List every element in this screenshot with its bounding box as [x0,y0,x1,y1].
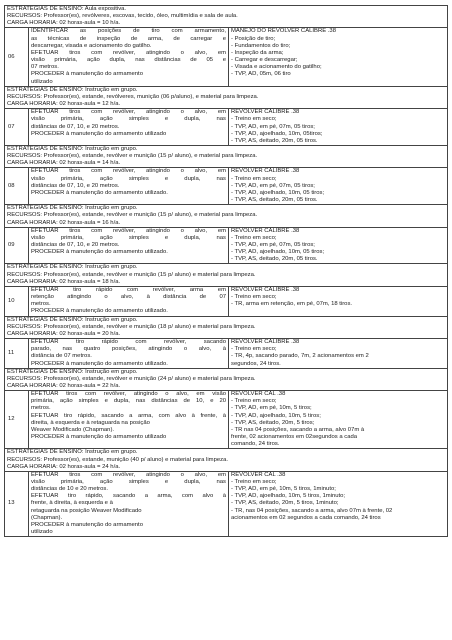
table-row [5,286,448,316]
content-cell [229,227,448,264]
content-line: - TVP, AD, ajoelhado, 10m, 05tiros; [231,130,323,137]
objective-line: EFETUAR tiros com revólver, atingindo o alvo, em [31,227,226,234]
header-line: ESTRATÉGIAS DE ENSINO: Instrução em grupo. [7,264,138,271]
content-line: - TVP, AD, ajoelhado, 10m, 05 tiros; [231,249,325,256]
session-number: 09 [5,227,29,264]
objective-line: distâncias de 10 e 20 metros. [31,486,108,493]
table-row [5,471,448,536]
objective-line: visão primária, ação simples e dupla, nas [31,234,226,241]
header-line: ESTRATÉGIAS DE ENSINO: Instrução em grupo. [7,368,138,375]
objective-line: visão primária, ação simples e dupla, nas [31,116,226,123]
header-line: ESTRATÉGIAS DE ENSINO: Aula expositiva. [7,6,127,12]
objectives-cell [29,168,229,205]
session-number: 13 [5,471,29,536]
objective-line: PROCEDER à manutenção do armamento utilizado. [31,189,168,196]
header-line: RECURSOS: Professor(es), estande, revólver e munição (15 p/ aluno) e material para limpeza. [7,271,256,278]
session-header [5,368,448,390]
content-line: REVÓLVER CALIBRE .38 [231,286,300,293]
content-line: - Treino em seco; [231,175,277,182]
content-line: - Treino em seco; [231,234,277,241]
objective-line: PROCEDER à manutenção do armamento utilizado [31,130,167,137]
objective-line: visão primária, ação dupla, nas distâncias de 05 e [31,57,226,64]
content-line: - TVP, AD, ajoelhado, 10m, 05 tiros; [231,189,325,196]
content-line: acionamentos em 02 segundos a cada comando, 24 tiros [231,514,381,521]
objective-line: EFETUAR tiro rápido, sacando a arma, com alvo à [31,493,226,500]
objective-line: metros. [31,301,51,308]
content-line: - TVP, AD, ajoelhado, 10m, 5 tiros; [231,412,321,419]
objective-line: frente, à direita, à esquerda e à [31,500,113,507]
content-line: REVÓLVER CAL .38 [231,391,286,398]
session-header [5,86,448,108]
session-header [5,145,448,167]
objectives-cell [29,28,229,86]
objective-line: EFETUAR tiros com revólver, atingindo o alvo, em visão [31,391,226,398]
header-line: RECURSOS: Professor(es), revólveres, escovas, tecido, óleo, multimídia e sala de aula. [7,13,238,20]
content-line: - TR nas 04 posições, sacando a arma, alvo 07m à [231,426,365,433]
content-line: - TR, arma em retenção, em pé, 07m, 18 tiros. [231,301,353,308]
objective-line: EFETUAR tiro rápido, sacando a arma, com alvo à frente, à [31,412,226,419]
session-header [5,6,448,28]
table-row [5,227,448,264]
content-line: - Inspeção da arma; [231,49,284,56]
objective-line: PROCEDER à manutenção do armamento [31,521,143,528]
content-line: frente, 02 acionamentos em 02segundos a cada [231,434,358,441]
content-line: - Carregar e descarregar; [231,57,298,64]
objective-line: descarregar, visada e acionamento do gatilho. [31,42,152,49]
content-cell [229,391,448,449]
content-cell [229,168,448,205]
content-cell [229,286,448,316]
objective-line: as técnicas de inspeção de arma, de carregar e [31,35,226,42]
session-number: 11 [5,339,29,369]
content-line: - Treino em seco; [231,346,277,353]
content-cell [229,28,448,86]
content-line: MANEJO DO REVÓLVER CALIBRE .38 [231,28,336,35]
session-header [5,449,448,471]
header-line: ESTRATÉGIAS DE ENSINO: Instrução em grupo. [7,449,138,456]
content-line: - TR, nas 04 posições, sacando a arma, alvo 07m à frente, 02 [231,507,393,514]
content-line: - TVP, AS, deitado, 20m, 5 tiros; [231,419,315,426]
objective-line: metros. [31,405,51,412]
objectives-cell [29,391,229,449]
content-line: segundos, 24 tiros. [231,360,281,367]
objective-line: utilizado [31,529,53,536]
session-number: 12 [5,391,29,449]
session-header [5,316,448,338]
header-line: ESTRATÉGIAS DE ENSINO: Instrução em grupo. [7,145,138,152]
content-line: - Posição de tiro; [231,35,276,42]
objectives-cell [29,471,229,536]
objectives-cell [29,339,229,369]
content-line: - Fundamentos do tiro; [231,42,291,49]
header-line: CARGA HORÁRIA: 02 horas-aula = 16 h/a. [7,219,121,226]
content-cell [229,109,448,146]
content-line: - Visada e acionamento do gatilho; [231,64,322,71]
objective-line: visão primária, ação simples e dupla, nas [31,479,226,485]
header-line: CARGA HORÁRIA: 02 horas-aula = 24 h/a. [7,463,121,470]
content-line: REVÓLVER CALIBRE .38 [231,339,300,346]
objective-line: 07 metros. [31,64,59,71]
objective-line: EFETUAR tiros com revólver, atingindo o alvo, em [31,471,226,478]
table-row [5,28,448,86]
objective-line: distâncias de 07, 10, e 20 metros. [31,123,120,130]
objective-line: IDENTIFICAR as posições de tiro com armamento, [31,28,226,35]
header-line: RECURSOS: Professor(es), estande, revólveres, munição (06 p/aluno), e material para limpeza. [7,93,259,100]
objective-line: retaguarda na posição Weaver Modificado [31,507,142,514]
objective-line: EFETUAR tiro rápido com revólver, sacando [31,339,226,346]
header-line: CARGA HORÁRIA: 02 horas-aula = 10 h/a. [7,20,121,27]
content-line: REVÓLVER CALIBRE .38 [231,109,300,116]
training-plan-table [4,5,448,537]
table-row [5,391,448,449]
objective-line: parado, nas quatro posições, atingindo o alvo, à [31,346,226,353]
document-page [4,5,448,537]
header-line: CARGA HORÁRIA: 02 horas-aula = 20 h/a. [7,330,121,337]
session-number: 06 [5,28,29,86]
header-line: CARGA HORÁRIA: 02 horas-aula = 12 h/a. [7,101,121,108]
objective-line: distância de 07 metros. [31,353,92,360]
objectives-cell [29,286,229,316]
objectives-cell [29,227,229,264]
objective-line: Weaver Modificado (Chapman). [31,426,115,433]
objective-line: EFETUAR tiro rápido com revólver, arma em [31,286,226,293]
objective-line: PROCEDER à manutenção do armamento utilizado. [31,308,168,315]
content-line: - TVP, AS, deitado, 20m, 05 tiros. [231,197,318,204]
objective-line: EFETUAR tiros com revólver, atingindo o alvo, em [31,168,226,175]
header-line: RECURSOS: Professor(es), estande, revólver e munição (15 p/ aluno), e material para limpeza. [7,212,258,219]
objective-line: distâncias de 07, 10, e 20 metros. [31,182,120,189]
objective-line: EFETUAR tiros com revólver, atingindo o alvo, em [31,49,226,56]
content-cell [229,339,448,369]
content-line: - Treino em seco; [231,294,277,301]
session-number: 08 [5,168,29,205]
content-line: REVÓLVER CALIBRE .38 [231,227,300,234]
objective-line: distâncias de 07, 10, e 20 metros. [31,242,120,248]
content-line: - TVP, AD, ajoelhado, 10m, 5 tiros, 1minuto; [231,493,346,500]
header-line: ESTRATÉGIAS DE ENSINO: Instrução em grupo. [7,86,138,93]
header-line: RECURSOS: Professor(es), estande, revólver e munição (24 p/ aluno) e material para limpeza. [7,375,256,382]
session-number: 10 [5,286,29,316]
objective-line: PROCEDER à manutenção do armamento [31,71,143,78]
content-line: - TVP, AS, deitado, 20m, 05 tiros. [231,256,318,263]
objective-line: primária, ação simples e dupla, nas distâncias de 10, e 20 [31,398,226,405]
objective-line: (Chapman). [31,514,63,521]
objective-line: visão primária, ação simples e dupla, nas [31,175,226,182]
header-line: RECURSOS: Professor(es), estande, munição (40 p/ aluno) e material para limpeza. [7,456,228,463]
header-line: CARGA HORÁRIA: 02 horas-aula = 14 h/a. [7,160,121,167]
session-header [5,264,448,286]
content-line: - TVP, AS, deitado, 20m, 05 tiros. [231,137,318,144]
content-line: REVÓLVER CALIBRE .38 [231,168,300,175]
content-line: comando, 24 tiros. [231,441,280,448]
header-line: RECURSOS: Professor(es), estande, revólver e munição (18 p/ aluno) e material para limpeza. [7,323,256,330]
header-line: ESTRATÉGIAS DE ENSINO: Instrução em grupo. [7,205,138,212]
content-line: - TVP, AD, em pé, 07m, 05 tiros; [231,242,315,248]
table-row [5,339,448,369]
session-header [5,205,448,227]
content-line: - Treino em seco; [231,116,277,123]
objectives-cell [29,109,229,146]
objective-line: PROCEDER à manutenção do armamento utilizado. [31,360,168,367]
objective-line: EFETUAR tiros com revólver, atingindo o alvo, em [31,109,226,116]
header-line: CARGA HORÁRIA: 02 horas-aula = 18 h/a. [7,278,121,285]
content-line: - TVP, AD, em pé, 07m, 05 tiros; [231,182,315,189]
objective-line: PROCEDER à manutenção do armamento utilizado [31,434,167,441]
objective-line: PROCEDER à manutenção do armamento utilizado. [31,249,168,256]
objective-line: direita, à esquerda e à retaguarda na posição [31,419,150,426]
header-line: RECURSOS: Professor(es), estande, revólver e munição (15 p/ aluno), e material para limpeza. [7,153,258,160]
session-number: 07 [5,109,29,146]
objective-line: retenção atingindo o alvo, à distância de 07 [31,294,226,301]
content-line: - Treino em seco; [231,398,277,405]
header-line: ESTRATÉGIAS DE ENSINO: Instrução em grupo. [7,316,138,323]
content-line: - TR, 4p, sacando parado, 7m, 2 acionamentos em 2 [231,353,369,360]
content-line: - Treino em seco; [231,479,277,485]
table-row [5,109,448,146]
content-line: - TVP, AD, em pé, 07m, 05 tiros; [231,123,315,130]
content-line: REVÓLVER CAL .38 [231,471,286,478]
objective-line: utilizado [31,78,53,85]
content-line: - TVP, AD, 05m, 06 tiro [231,71,291,78]
content-line: - TVP, AD, em pé, 10m, 5 tiros, 1minuto; [231,486,336,493]
content-cell [229,471,448,536]
header-line: CARGA HORÁRIA: 02 horas-aula = 22 h/a. [7,382,121,389]
content-line: - TVP, AS, deitado, 20m, 5 tiros, 1minuto; [231,500,339,507]
content-line: - TVP, AD, em pé, 10m, 5 tiros; [231,405,312,412]
table-row [5,168,448,205]
